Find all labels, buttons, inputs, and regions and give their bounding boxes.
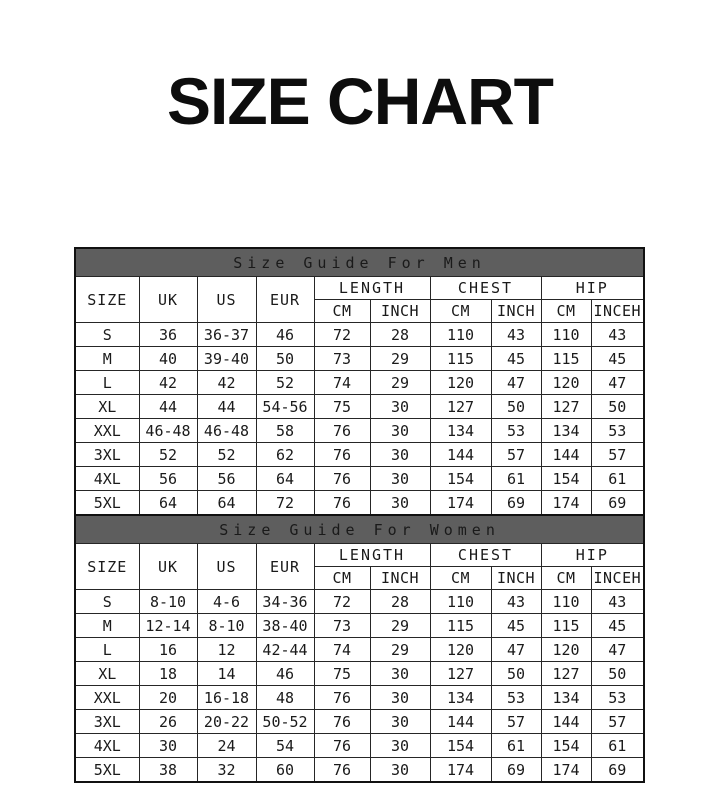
size-cell: XL	[75, 395, 139, 419]
value-cell: 50	[591, 395, 644, 419]
value-cell: 46-48	[197, 419, 256, 443]
value-cell: 44	[139, 395, 197, 419]
value-cell: 57	[591, 443, 644, 467]
table-row	[75, 734, 644, 758]
value-cell: 64	[139, 491, 197, 516]
group-header-length: LENGTH	[314, 277, 430, 300]
size-tables-container	[74, 247, 643, 783]
group-header-chest: CHEST	[430, 277, 541, 300]
size-cell: 5XL	[75, 758, 139, 783]
value-cell: 30	[370, 467, 430, 491]
value-cell: 110	[541, 590, 591, 614]
value-cell: 154	[430, 467, 491, 491]
value-cell: 69	[491, 758, 541, 783]
value-cell: 64	[197, 491, 256, 516]
unit-header: CM	[541, 300, 591, 323]
table-row	[75, 710, 644, 734]
table-caption: Size Guide For Men	[75, 248, 644, 277]
unit-header: INCH	[491, 567, 541, 590]
value-cell: 74	[314, 371, 370, 395]
value-cell: 4-6	[197, 590, 256, 614]
table-row	[75, 419, 644, 443]
size-cell: 5XL	[75, 491, 139, 516]
value-cell: 73	[314, 347, 370, 371]
size-cell: 4XL	[75, 734, 139, 758]
size-cell: S	[75, 590, 139, 614]
value-cell: 30	[370, 686, 430, 710]
value-cell: 47	[591, 371, 644, 395]
value-cell: 43	[491, 590, 541, 614]
value-cell: 43	[491, 323, 541, 347]
column-header-size: SIZE	[75, 277, 139, 323]
column-header-eur: EUR	[256, 544, 314, 590]
value-cell: 42-44	[256, 638, 314, 662]
size-cell: 4XL	[75, 467, 139, 491]
value-cell: 30	[139, 734, 197, 758]
value-cell: 72	[314, 323, 370, 347]
value-cell: 174	[430, 758, 491, 783]
value-cell: 57	[591, 710, 644, 734]
value-cell: 50	[491, 662, 541, 686]
unit-header: CM	[430, 567, 491, 590]
value-cell: 61	[591, 467, 644, 491]
value-cell: 134	[541, 419, 591, 443]
table-row	[75, 467, 644, 491]
table-row	[75, 371, 644, 395]
value-cell: 75	[314, 395, 370, 419]
value-cell: 20	[139, 686, 197, 710]
value-cell: 61	[591, 734, 644, 758]
value-cell: 69	[591, 491, 644, 516]
header-group-row	[75, 277, 644, 300]
value-cell: 29	[370, 371, 430, 395]
value-cell: 60	[256, 758, 314, 783]
value-cell: 115	[541, 347, 591, 371]
value-cell: 30	[370, 491, 430, 516]
size-cell: XXL	[75, 686, 139, 710]
table-row	[75, 686, 644, 710]
value-cell: 39-40	[197, 347, 256, 371]
group-header-hip: HIP	[541, 544, 644, 567]
value-cell: 144	[541, 443, 591, 467]
value-cell: 30	[370, 758, 430, 783]
value-cell: 134	[430, 419, 491, 443]
value-cell: 42	[139, 371, 197, 395]
value-cell: 24	[197, 734, 256, 758]
value-cell: 50	[491, 395, 541, 419]
value-cell: 16-18	[197, 686, 256, 710]
value-cell: 72	[314, 590, 370, 614]
value-cell: 53	[491, 686, 541, 710]
value-cell: 58	[256, 419, 314, 443]
value-cell: 54-56	[256, 395, 314, 419]
value-cell: 47	[491, 371, 541, 395]
value-cell: 20-22	[197, 710, 256, 734]
value-cell: 43	[591, 590, 644, 614]
table-row	[75, 491, 644, 516]
value-cell: 115	[541, 614, 591, 638]
size-cell: 3XL	[75, 710, 139, 734]
value-cell: 46	[256, 323, 314, 347]
value-cell: 76	[314, 443, 370, 467]
table-row	[75, 323, 644, 347]
table-row	[75, 758, 644, 783]
value-cell: 76	[314, 734, 370, 758]
group-header-hip: HIP	[541, 277, 644, 300]
unit-header: CM	[314, 300, 370, 323]
column-header-us: US	[197, 277, 256, 323]
table-row	[75, 590, 644, 614]
value-cell: 127	[541, 662, 591, 686]
value-cell: 154	[430, 734, 491, 758]
value-cell: 120	[430, 638, 491, 662]
value-cell: 45	[591, 347, 644, 371]
value-cell: 110	[430, 590, 491, 614]
size-cell: M	[75, 614, 139, 638]
value-cell: 30	[370, 443, 430, 467]
value-cell: 50-52	[256, 710, 314, 734]
value-cell: 110	[541, 323, 591, 347]
table-caption: Size Guide For Women	[75, 515, 644, 544]
value-cell: 45	[491, 347, 541, 371]
value-cell: 110	[430, 323, 491, 347]
value-cell: 38	[139, 758, 197, 783]
size-cell: S	[75, 323, 139, 347]
value-cell: 120	[541, 638, 591, 662]
value-cell: 76	[314, 758, 370, 783]
value-cell: 134	[430, 686, 491, 710]
value-cell: 144	[430, 443, 491, 467]
value-cell: 50	[256, 347, 314, 371]
size-cell: M	[75, 347, 139, 371]
value-cell: 30	[370, 419, 430, 443]
value-cell: 28	[370, 590, 430, 614]
group-header-length: LENGTH	[314, 544, 430, 567]
value-cell: 34-36	[256, 590, 314, 614]
value-cell: 43	[591, 323, 644, 347]
value-cell: 57	[491, 710, 541, 734]
value-cell: 69	[591, 758, 644, 783]
value-cell: 76	[314, 710, 370, 734]
value-cell: 76	[314, 467, 370, 491]
value-cell: 30	[370, 710, 430, 734]
value-cell: 29	[370, 614, 430, 638]
value-cell: 52	[256, 371, 314, 395]
size-cell: L	[75, 638, 139, 662]
value-cell: 69	[491, 491, 541, 516]
value-cell: 29	[370, 638, 430, 662]
value-cell: 30	[370, 395, 430, 419]
value-cell: 32	[197, 758, 256, 783]
value-cell: 144	[541, 710, 591, 734]
value-cell: 76	[314, 686, 370, 710]
value-cell: 73	[314, 614, 370, 638]
unit-header: INCH	[370, 300, 430, 323]
value-cell: 54	[256, 734, 314, 758]
value-cell: 53	[491, 419, 541, 443]
value-cell: 8-10	[197, 614, 256, 638]
size-cell: XL	[75, 662, 139, 686]
value-cell: 14	[197, 662, 256, 686]
value-cell: 26	[139, 710, 197, 734]
value-cell: 120	[430, 371, 491, 395]
header-group-row	[75, 544, 644, 567]
value-cell: 53	[591, 686, 644, 710]
value-cell: 52	[139, 443, 197, 467]
value-cell: 174	[541, 758, 591, 783]
table-row	[75, 662, 644, 686]
value-cell: 47	[491, 638, 541, 662]
column-header-size: SIZE	[75, 544, 139, 590]
value-cell: 154	[541, 467, 591, 491]
value-cell: 127	[430, 662, 491, 686]
column-header-eur: EUR	[256, 277, 314, 323]
value-cell: 16	[139, 638, 197, 662]
value-cell: 61	[491, 467, 541, 491]
value-cell: 64	[256, 467, 314, 491]
value-cell: 36	[139, 323, 197, 347]
value-cell: 29	[370, 347, 430, 371]
value-cell: 127	[541, 395, 591, 419]
page-title: SIZE CHART	[167, 64, 553, 138]
value-cell: 115	[430, 347, 491, 371]
value-cell: 154	[541, 734, 591, 758]
value-cell: 40	[139, 347, 197, 371]
table-row	[75, 347, 644, 371]
value-cell: 30	[370, 734, 430, 758]
value-cell: 56	[139, 467, 197, 491]
value-cell: 18	[139, 662, 197, 686]
value-cell: 127	[430, 395, 491, 419]
table-row	[75, 614, 644, 638]
table-row	[75, 443, 644, 467]
unit-header: CM	[541, 567, 591, 590]
value-cell: 44	[197, 395, 256, 419]
value-cell: 144	[430, 710, 491, 734]
unit-header: INCEH	[591, 300, 644, 323]
table-row	[75, 395, 644, 419]
value-cell: 30	[370, 662, 430, 686]
caption-row	[75, 515, 644, 544]
value-cell: 174	[541, 491, 591, 516]
size-cell: XXL	[75, 419, 139, 443]
value-cell: 45	[591, 614, 644, 638]
value-cell: 50	[591, 662, 644, 686]
unit-header: CM	[314, 567, 370, 590]
value-cell: 8-10	[139, 590, 197, 614]
value-cell: 76	[314, 491, 370, 516]
value-cell: 72	[256, 491, 314, 516]
value-cell: 62	[256, 443, 314, 467]
value-cell: 12	[197, 638, 256, 662]
value-cell: 76	[314, 419, 370, 443]
value-cell: 115	[430, 614, 491, 638]
value-cell: 134	[541, 686, 591, 710]
group-header-chest: CHEST	[430, 544, 541, 567]
value-cell: 42	[197, 371, 256, 395]
value-cell: 75	[314, 662, 370, 686]
unit-header: INCH	[370, 567, 430, 590]
unit-header: INCEH	[591, 567, 644, 590]
unit-header: INCH	[491, 300, 541, 323]
value-cell: 46	[256, 662, 314, 686]
value-cell: 45	[491, 614, 541, 638]
value-cell: 56	[197, 467, 256, 491]
value-cell: 47	[591, 638, 644, 662]
caption-row	[75, 248, 644, 277]
value-cell: 12-14	[139, 614, 197, 638]
women-size-table	[74, 514, 645, 783]
value-cell: 48	[256, 686, 314, 710]
value-cell: 174	[430, 491, 491, 516]
value-cell: 57	[491, 443, 541, 467]
column-header-uk: UK	[139, 277, 197, 323]
size-cell: L	[75, 371, 139, 395]
column-header-us: US	[197, 544, 256, 590]
value-cell: 52	[197, 443, 256, 467]
value-cell: 74	[314, 638, 370, 662]
column-header-uk: UK	[139, 544, 197, 590]
value-cell: 28	[370, 323, 430, 347]
value-cell: 53	[591, 419, 644, 443]
value-cell: 120	[541, 371, 591, 395]
value-cell: 38-40	[256, 614, 314, 638]
value-cell: 36-37	[197, 323, 256, 347]
value-cell: 61	[491, 734, 541, 758]
table-row	[75, 638, 644, 662]
value-cell: 46-48	[139, 419, 197, 443]
size-cell: 3XL	[75, 443, 139, 467]
men-size-table	[74, 247, 645, 516]
unit-header: CM	[430, 300, 491, 323]
